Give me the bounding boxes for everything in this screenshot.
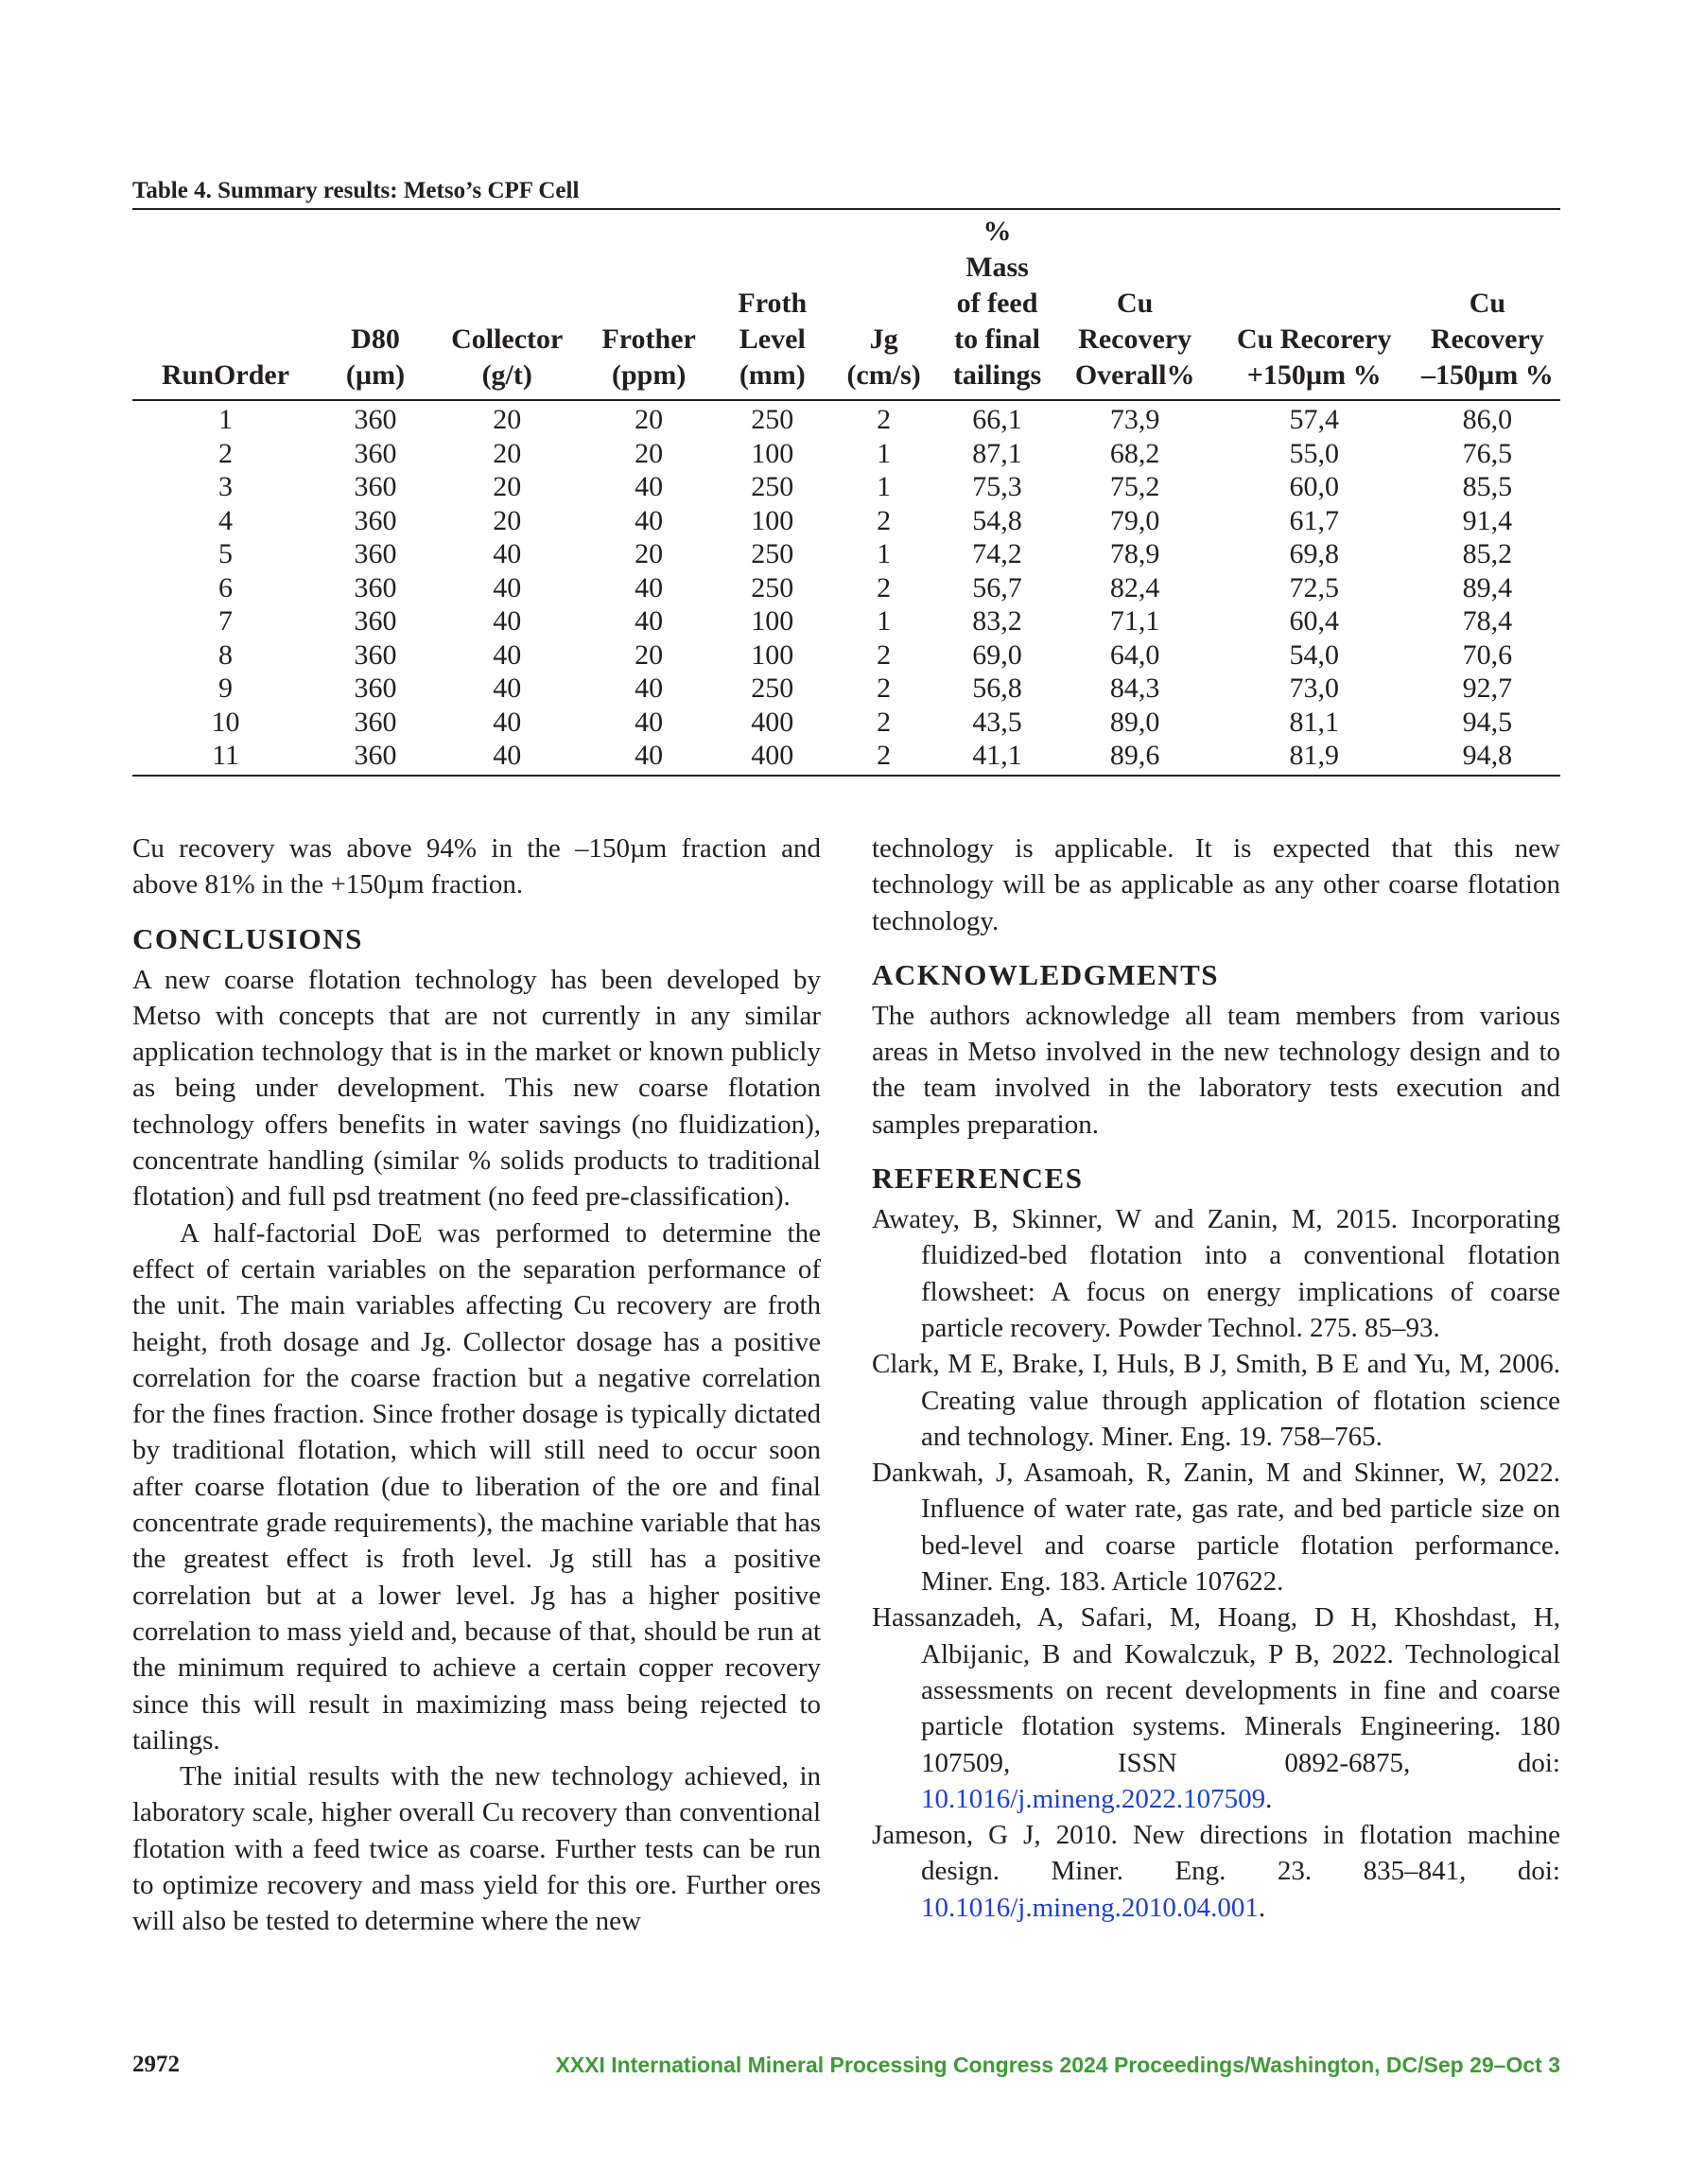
table-cell: 40 [635, 740, 664, 771]
reference-text: Clark, M E, Brake, I, Huls, B J, Smith, B E and Yu, M, 2006. Creating value through application of flotation science and technology. Miner. Eng. 19. 758–765. [872, 1349, 1560, 1452]
references-list [872, 1201, 1560, 1926]
table-cell: 3 [218, 471, 234, 502]
table-row [132, 504, 1560, 538]
doi-link[interactable]: 10.1016/j.mineng.2022.107509 [921, 1783, 1266, 1814]
two-column-body [132, 830, 1560, 2174]
table-header-line: (ppm) [611, 359, 687, 391]
table-cell: 100 [751, 437, 794, 469]
table-cell: 100 [751, 504, 794, 536]
table-cell: 10 [211, 706, 240, 738]
table-cell: 2 [877, 571, 892, 603]
table-cell: 86,0 [1462, 404, 1513, 435]
table-cell: 40 [493, 605, 522, 637]
table-cell: 85,5 [1462, 471, 1513, 502]
table-header-line: Cu Recorery [1236, 323, 1392, 355]
left-column [132, 830, 821, 1940]
table-header-cell [1056, 210, 1214, 400]
table-row [132, 470, 1560, 504]
table-cell: 72,5 [1289, 571, 1339, 603]
table-cell: 2 [877, 504, 892, 536]
table-cell: 78,4 [1462, 605, 1513, 637]
table-header-line: Froth [738, 288, 808, 319]
table-cell: 250 [751, 673, 794, 704]
table-cell: 2 [877, 638, 892, 671]
table-cell: 54,0 [1289, 638, 1339, 671]
table-cell: 2 [877, 404, 892, 435]
table-cell: 73,0 [1289, 673, 1339, 704]
table-body [132, 400, 1560, 775]
table-header-cell [716, 210, 829, 400]
table-cell: 57,4 [1289, 404, 1339, 435]
table-cell: 91,4 [1462, 504, 1513, 536]
table-cell: 20 [493, 504, 522, 536]
table-header-line: of feed [956, 288, 1038, 319]
table-header-line: Recovery [1430, 323, 1544, 355]
reference-item [872, 1346, 1560, 1455]
conclusions-paragraph-3: The initial results with the new technology achieved, in laboratory scale, higher overall Cu recovery than conventional flotation with a feed twice as coarse. Further tests can be run to optimize recovery and mass yield for this ore. Further ores will also be tested to determine where the new [132, 1761, 821, 1937]
table-header-cell [1214, 210, 1415, 400]
table-header-line: –150µm % [1420, 359, 1554, 391]
table-cell: 5 [218, 538, 234, 569]
table-header-line: Overall% [1074, 359, 1195, 391]
table-cell: 360 [354, 673, 397, 704]
table-cell: 40 [635, 673, 664, 704]
table-header-line: Frother [601, 323, 696, 355]
table-cell: 92,7 [1462, 673, 1513, 704]
reference-text: Dankwah, J, Asamoah, R, Zanin, M and Skinner, W, 2022. Influence of water rate, gas rate, and bed particle size on bed-level and coarse particle flotation performance. Miner. Eng. 183. Article 107622. [872, 1458, 1560, 1598]
table-cell: 1 [877, 471, 892, 502]
doi-link[interactable]: 10.1016/j.mineng.2010.04.001 [921, 1892, 1259, 1923]
table-cell: 81,9 [1289, 740, 1339, 771]
table-cell: 94,8 [1462, 740, 1513, 771]
results-paragraph: Cu recovery was above 94% in the –150µm fraction and above 81% in the +150µm fraction. [132, 833, 821, 900]
table-cell: 360 [354, 706, 397, 738]
table-cell: 83,2 [972, 605, 1022, 637]
table-cell: 250 [751, 404, 794, 435]
table-cell: 55,0 [1289, 437, 1339, 469]
table-cell: 20 [635, 538, 664, 569]
table-cell: 360 [354, 504, 397, 536]
conclusions-paragraph-2: A half-factorial DoE was performed to determine the effect of certain variables on the separation performance of the unit. The main variables affecting Cu recovery are froth height, froth dosage and Jg. Collector dosage has a positive correlation for the coarse fraction but a negative correlation for the fines fraction. Since frother dosage is typically dictated by traditional flotation, which will still need to occur soon after coarse flotation (due to liberation of the ore and final concentrate grade requirements), the machine variable that has the greatest effect is froth level. Jg still has a positive correlation but at a lower level. Jg has a higher positive correlation to mass yield and, because of that, should be run at the minimum required to achieve a certain copper recovery since this will result in maximizing mass being rejected to tailings. [132, 1217, 821, 1756]
table-cell: 60,0 [1289, 471, 1339, 502]
table-cell: 360 [354, 538, 397, 569]
reference-tail: . [1258, 1892, 1266, 1923]
table-cell: 75,3 [972, 471, 1022, 502]
table-cell: 20 [493, 437, 522, 469]
acknowledgments-paragraph: The authors acknowledge all team members from various areas in Metso involved in the new technology design and to the team involved in the laboratory tests execution and samples preparation. [872, 1000, 1560, 1140]
reference-item [872, 1599, 1560, 1817]
table-cell: 360 [354, 471, 397, 502]
table-cell: 20 [493, 471, 522, 502]
table-cell: 69,8 [1289, 538, 1339, 569]
table-cell: 85,2 [1462, 538, 1513, 569]
conclusions-paragraph-1: A new coarse flotation technology has been developed by Metso with concepts that are not currently in any similar application technology that is in the market or known publicly as being under development. This new coarse flotation technology offers benefits in water savings (no fluidization), concentrate handling (similar % solids products to traditional flotation) and full psd treatment (no feed pre-classification). [132, 964, 821, 1213]
table-cell: 20 [493, 404, 522, 435]
table-header-line: Level [739, 323, 806, 355]
table-header-line: tailings [952, 359, 1042, 391]
reference-text: Awatey, B, Skinner, W and Zanin, M, 2015. Incorporating fluidized-bed flotation into a conventional flotation flowsheet: A focus on energy implications of coarse particle recovery. Powder Technol. 275. 85–93. [872, 1204, 1560, 1343]
table-row [132, 604, 1560, 638]
table-cell: 40 [493, 673, 522, 704]
table-header-line: (g/t) [481, 359, 532, 391]
table-header-line: RunOrder [162, 359, 290, 391]
table-cell: 69,0 [972, 638, 1022, 671]
table-cell: 250 [751, 471, 794, 502]
reference-item [872, 1455, 1560, 1599]
table-cell: 40 [493, 571, 522, 603]
table-cell: 68,2 [1109, 437, 1160, 469]
table-cell: 54,8 [972, 504, 1022, 536]
reference-item [872, 1817, 1560, 1926]
table-cell: 8 [218, 638, 234, 671]
table-header-line: Collector [451, 323, 564, 355]
table-header-line: (µm) [345, 359, 406, 391]
references-heading: REFERENCES [872, 1162, 1084, 1196]
table-cell: 89,6 [1109, 740, 1160, 771]
table-cell: 89,0 [1109, 706, 1160, 738]
table-cell: 4 [218, 504, 234, 536]
table-cell: 2 [218, 437, 234, 469]
continuation-paragraph: technology is applicable. It is expected that this new technology will be as applicable as any other coarse flotation technology. [872, 833, 1560, 936]
table-header-line: Cu [1116, 288, 1154, 319]
table-cell: 20 [635, 437, 664, 469]
table-row [132, 537, 1560, 571]
table-header-line: +150µm % [1246, 359, 1382, 391]
reference-text: Jameson, G J, 2010. New directions in flotation machine design. Miner. Eng. 23. 835–841, doi: [872, 1820, 1560, 1887]
table-cell: 76,5 [1462, 437, 1513, 469]
table-header-line: Mass [965, 252, 1029, 283]
table-cell: 360 [354, 605, 397, 637]
table-row [132, 706, 1560, 740]
table-cell: 43,5 [972, 706, 1022, 738]
reference-text: Hassanzadeh, A, Safari, M, Hoang, D H, Khoshdast, H, Albijanic, B and Kowalczuk, P B, 2022. Technological assessments on recent developments in fine and coarse particle flotation systems. Minerals Engineering. 180 107509, ISSN 0892-6875, doi: [872, 1602, 1560, 1778]
table-cell: 400 [751, 740, 794, 771]
table-cell: 84,3 [1109, 673, 1160, 704]
reference-tail: . [1265, 1783, 1273, 1814]
table-header-cell [432, 210, 582, 400]
table-cell: 56,8 [972, 673, 1022, 704]
table-cell: 2 [877, 673, 892, 704]
page-number: 2972 [132, 2052, 180, 2077]
table-cell: 74,2 [972, 538, 1022, 569]
table-header-row [132, 210, 1560, 400]
right-column [872, 830, 1560, 1926]
table-cell: 41,1 [972, 740, 1022, 771]
table-header-line: to final [954, 323, 1040, 355]
table-header-cell [1415, 210, 1560, 400]
table-cell: 40 [493, 638, 522, 671]
table-cell: 1 [218, 404, 234, 435]
table-cell: 73,9 [1109, 404, 1160, 435]
table-caption: Table 4. Summary results: Metso’s CPF Cell [132, 178, 580, 203]
table-header-cell [938, 210, 1055, 400]
table-cell: 40 [635, 605, 664, 637]
table-cell: 2 [877, 706, 892, 738]
table-header-line: Cu [1469, 288, 1506, 319]
table-cell: 6 [218, 571, 234, 603]
table-cell: 360 [354, 638, 397, 671]
table-cell: 40 [493, 740, 522, 771]
table-cell: 20 [635, 404, 664, 435]
table-cell: 9 [218, 673, 234, 704]
reference-item [872, 1201, 1560, 1346]
table-cell: 60,4 [1289, 605, 1339, 637]
table-header-line: % [983, 216, 1012, 247]
table-row [132, 672, 1560, 706]
table-cell: 7 [218, 605, 234, 637]
table-cell: 40 [635, 471, 664, 502]
table-cell: 20 [635, 638, 664, 671]
table-cell: 250 [751, 571, 794, 603]
table-bottom-rule [132, 775, 1560, 777]
table-row [132, 571, 1560, 605]
table-header-cell [132, 210, 319, 400]
table-cell: 75,2 [1109, 471, 1160, 502]
table-cell: 94,5 [1462, 706, 1513, 738]
table-cell: 89,4 [1462, 571, 1513, 603]
table-header-cell [319, 210, 432, 400]
summary-table [132, 210, 1560, 775]
table-cell: 70,6 [1462, 638, 1513, 671]
table-row [132, 739, 1560, 775]
table-cell: 360 [354, 404, 397, 435]
table-cell: 1 [877, 437, 892, 469]
table-cell: 81,1 [1289, 706, 1339, 738]
table-cell: 360 [354, 437, 397, 469]
table-header-line: D80 [351, 323, 400, 355]
table-header-line: Jg [869, 323, 898, 355]
table-cell: 61,7 [1289, 504, 1339, 536]
table-header-line: (cm/s) [846, 359, 921, 391]
table-cell: 78,9 [1109, 538, 1160, 569]
table-cell: 1 [877, 605, 892, 637]
running-title: XXXI International Mineral Processing Congress 2024 Proceedings/Washington, DC/Sep 29–Oct 3 [555, 2053, 1560, 2077]
table-cell: 100 [751, 638, 794, 671]
conclusions-heading: CONCLUSIONS [132, 921, 363, 955]
table-cell: 400 [751, 706, 794, 738]
table-cell: 56,7 [972, 571, 1022, 603]
table-cell: 40 [635, 706, 664, 738]
table-cell: 1 [877, 538, 892, 569]
table-cell: 100 [751, 605, 794, 637]
table-cell: 360 [354, 740, 397, 771]
table-cell: 40 [635, 571, 664, 603]
table-header-line: Recovery [1078, 323, 1192, 355]
table-cell: 87,1 [972, 437, 1022, 469]
table-row [132, 437, 1560, 471]
table-header-line: (mm) [739, 359, 806, 391]
table-row [132, 400, 1560, 437]
table-cell: 64,0 [1109, 638, 1160, 671]
table-cell: 71,1 [1109, 605, 1160, 637]
table-cell: 40 [635, 504, 664, 536]
table-cell: 360 [354, 571, 397, 603]
page-content [132, 178, 1560, 1937]
table-header-cell [829, 210, 939, 400]
table-cell: 82,4 [1109, 571, 1160, 603]
table-header-cell [582, 210, 715, 400]
table-cell: 40 [493, 538, 522, 569]
table-cell: 40 [493, 706, 522, 738]
table-row [132, 638, 1560, 673]
page-footer [132, 2048, 1560, 2082]
table-cell: 11 [212, 740, 239, 771]
table-cell: 79,0 [1109, 504, 1160, 536]
table-cell: 2 [877, 740, 892, 771]
table-cell: 250 [751, 538, 794, 569]
table-cell: 66,1 [972, 404, 1022, 435]
acknowledgments-heading: ACKNOWLEDGMENTS [872, 957, 1219, 991]
